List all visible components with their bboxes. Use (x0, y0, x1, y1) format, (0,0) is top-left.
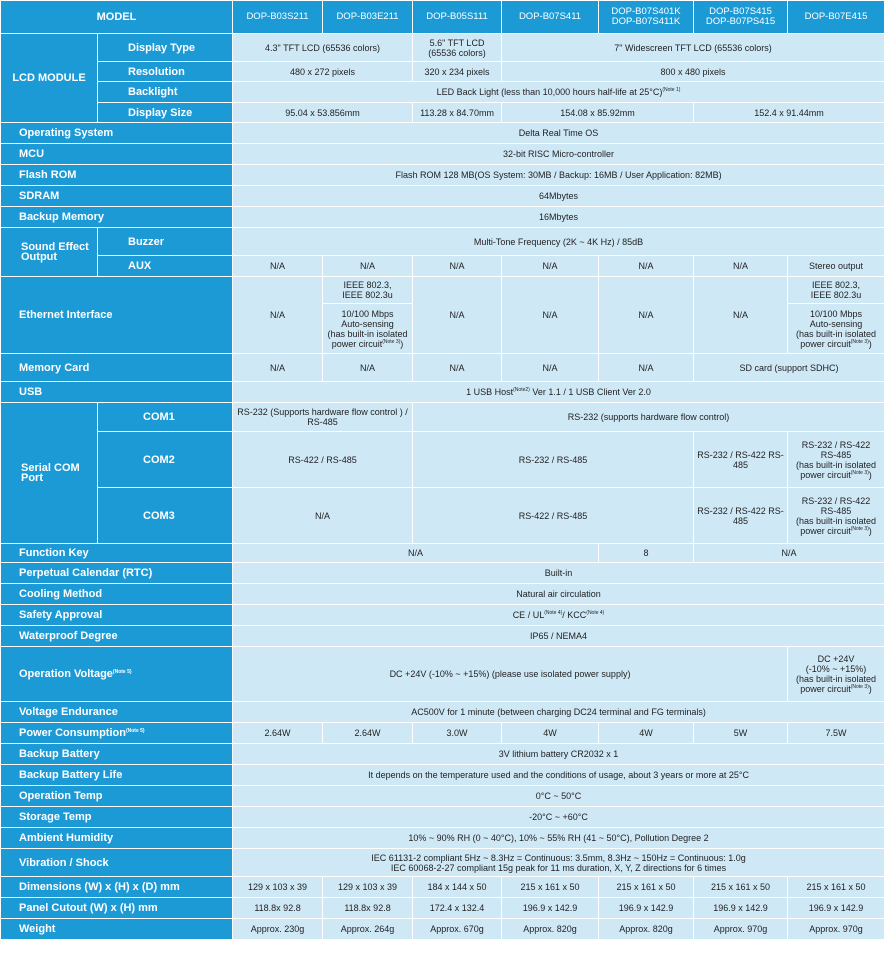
function-key-value: N/A (694, 544, 884, 563)
operation-voltage-label: Operation Voltage$^{(Note 5)}$ (1, 647, 233, 702)
resolution-value: 800 x 480 pixels (502, 62, 884, 82)
sdram-label: SDRAM (1, 186, 233, 207)
sound-effect-label: Sound Effect Output (1, 228, 98, 277)
display-type-value: 4.3" TFT LCD (65536 colors) (233, 34, 413, 62)
com1-label: COM1 (98, 403, 233, 432)
buzzer-label: Buzzer (98, 228, 233, 256)
dimensions-value: 129 x 103 x 39 (323, 877, 413, 898)
table-row (1, 647, 884, 702)
power-value: 7.5W (788, 723, 884, 744)
storage-temp-value: -20°C ~ +60°C (233, 807, 884, 828)
dimensions-value: 215 x 161 x 50 (599, 877, 694, 898)
dimensions-value: 215 x 161 x 50 (502, 877, 599, 898)
ethernet-value: N/A (694, 277, 788, 354)
operation-voltage-value: DC +24V (-10% ~ +15%) (please use isolated power supply) (233, 647, 788, 702)
function-key-label: Function Key (1, 544, 233, 563)
power-value: 4W (502, 723, 599, 744)
cooling-value: Natural air circulation (233, 584, 884, 605)
model-col-6: DOP-B07S415 DOP-B07PS415 (694, 1, 788, 34)
com2-value: RS-232 / RS-422 RS-485 (has built-in isolated power circuit$^{(Note 3)}$) (788, 432, 884, 488)
com3-value: N/A (233, 488, 413, 544)
memory-card-value: N/A (502, 354, 599, 382)
mcu-label: MCU (1, 144, 233, 165)
weight-value: Approx. 970g (788, 919, 884, 940)
model-col-7: DOP-B07E415 (788, 1, 884, 34)
table-row (1, 186, 884, 207)
safety-value: CE / $UL^{(Note 4)}/$ $KCC^{(Note 4)}$ (233, 605, 884, 626)
panel-cutout-value: 196.9 x 142.9 (502, 898, 599, 919)
safety-label: Safety Approval (1, 605, 233, 626)
display-size-value: 152.4 x 91.44mm (694, 103, 884, 123)
ambient-humidity-label: Ambient Humidity (1, 828, 233, 849)
aux-value: N/A (599, 256, 694, 277)
weight-value: Approx. 970g (694, 919, 788, 940)
memory-card-value: N/A (233, 354, 323, 382)
com3-value: RS-232 / RS-422 RS-485 (has built-in isolated power circuit$^{(Note 3)}$) (788, 488, 884, 544)
dimensions-value: 129 x 103 x 39 (233, 877, 323, 898)
operation-temp-label: Operation Temp (1, 786, 233, 807)
com1-value: RS-232 (Supports hardware flow control ) / RS-485 (233, 403, 413, 432)
com1-value: RS-232 (supports hardware flow control) (413, 403, 884, 432)
backup-memory-value: 16Mbytes (233, 207, 884, 228)
ethernet-value: N/A (599, 277, 694, 354)
voltage-endurance-label: Voltage Endurance (1, 702, 233, 723)
display-size-value: 113.28 x 84.70mm (413, 103, 502, 123)
model-col-4: DOP-B07S411 (502, 1, 599, 34)
table-row (1, 723, 884, 744)
table-row (1, 898, 884, 919)
backlight-value: LED Back Light (less than 10,000 hours half-life at 25°C)$^{(Note 1)}$ (233, 82, 884, 103)
ambient-humidity-value: 10% ~ 90% RH (0 ~ 40°C), 10% ~ 55% RH (41 ~ 50°C), Pollution Degree 2 (233, 828, 884, 849)
resolution-value: 320 x 234 pixels (413, 62, 502, 82)
table-row (1, 123, 884, 144)
table-row (1, 702, 884, 723)
table-row (1, 488, 884, 544)
com3-value: RS-422 / RS-485 (413, 488, 694, 544)
ethernet-value: N/A (413, 277, 502, 354)
power-consumption-label: Power Consumption$^{(Note 5)}$ (1, 723, 233, 744)
ethernet-value: IEEE 802.3, IEEE 802.3u (323, 277, 413, 304)
header-row (1, 1, 884, 34)
flash-rom-label: Flash ROM (1, 165, 233, 186)
display-size-value: 154.08 x 85.92mm (502, 103, 694, 123)
waterproof-value: IP65 / NEMA4 (233, 626, 884, 647)
dimensions-value: 184 x 144 x 50 (413, 877, 502, 898)
aux-value: Stereo output (788, 256, 884, 277)
power-value: 4W (599, 723, 694, 744)
aux-value: N/A (694, 256, 788, 277)
weight-value: Approx. 820g (502, 919, 599, 940)
panel-cutout-value: 196.9 x 142.9 (694, 898, 788, 919)
panel-cutout-value: 172.4 x 132.4 (413, 898, 502, 919)
weight-value: Approx. 820g (599, 919, 694, 940)
panel-cutout-value: 118.8x 92.8 (323, 898, 413, 919)
table-row (1, 62, 884, 82)
dimensions-value: 215 x 161 x 50 (694, 877, 788, 898)
memory-card-label: Memory Card (1, 354, 233, 382)
com2-label: COM2 (98, 432, 233, 488)
backlight-label: Backlight (98, 82, 233, 103)
dimensions-value: 215 x 161 x 50 (788, 877, 884, 898)
aux-value: N/A (413, 256, 502, 277)
display-type-value: 5.6" TFT LCD (65536 colors) (413, 34, 502, 62)
display-size-label: Display Size (98, 103, 233, 123)
operation-temp-value: 0°C ~ 50°C (233, 786, 884, 807)
weight-value: Approx. 230g (233, 919, 323, 940)
table-row (1, 82, 884, 103)
table-row (1, 828, 884, 849)
com3-value: RS-232 / RS-422 RS-485 (694, 488, 788, 544)
ethernet-value: IEEE 802.3, IEEE 802.3u (788, 277, 884, 304)
ethernet-label: Ethernet Interface (1, 277, 233, 354)
table-row (1, 228, 884, 256)
weight-value: Approx. 670g (413, 919, 502, 940)
panel-cutout-label: Panel Cutout (W) x (H) mm (1, 898, 233, 919)
storage-temp-label: Storage Temp (1, 807, 233, 828)
aux-label: AUX (98, 256, 233, 277)
backup-battery-label: Backup Battery (1, 744, 233, 765)
aux-value: N/A (323, 256, 413, 277)
table-row (1, 103, 884, 123)
aux-value: N/A (502, 256, 599, 277)
dimensions-label: Dimensions (W) x (H) x (D) mm (1, 877, 233, 898)
sdram-value: 64Mbytes (233, 186, 884, 207)
table-row (1, 354, 884, 382)
display-type-value: 7" Widescreen TFT LCD (65536 colors) (502, 34, 884, 62)
table-row (1, 277, 884, 304)
lcd-module-label: LCD MODULE (1, 34, 98, 123)
ethernet-value: N/A (502, 277, 599, 354)
waterproof-label: Waterproof Degree (1, 626, 233, 647)
table-row (1, 807, 884, 828)
battery-life-label: Backup Battery Life (1, 765, 233, 786)
power-value: 2.64W (323, 723, 413, 744)
rtc-value: Built-in (233, 563, 884, 584)
table-row (1, 765, 884, 786)
os-label: Operating System (1, 123, 233, 144)
rtc-label: Perpetual Calendar (RTC) (1, 563, 233, 584)
buzzer-value: Multi-Tone Frequency (2K ~ 4K Hz) / 85dB (233, 228, 884, 256)
com2-value: RS-422 / RS-485 (233, 432, 413, 488)
table-row (1, 563, 884, 584)
memory-card-value: N/A (323, 354, 413, 382)
table-row (1, 34, 884, 62)
function-key-value: 8 (599, 544, 694, 563)
backup-battery-value: 3V lithium battery CR2032 x 1 (233, 744, 884, 765)
panel-cutout-value: 196.9 x 142.9 (788, 898, 884, 919)
table-row (1, 626, 884, 647)
panel-cutout-value: 196.9 x 142.9 (599, 898, 694, 919)
function-key-value: N/A (233, 544, 599, 563)
vibration-label: Vibration / Shock (1, 849, 233, 877)
table-row (1, 849, 884, 877)
power-value: 5W (694, 723, 788, 744)
table-row (1, 382, 884, 403)
com3-label: COM3 (98, 488, 233, 544)
vibration-value: IEC 61131-2 compliant 5Hz ~ 8.3Hz = Continuous: 3.5mm, 8.3Hz ~ 150Hz = Continuous: 1.0g IEC 60068-2-27 compliant 15g peak for 11 ms duration, X, Y, Z directions for 6 times (233, 849, 884, 877)
table-row (1, 207, 884, 228)
weight-label: Weight (1, 919, 233, 940)
backup-memory-label: Backup Memory (1, 207, 233, 228)
aux-value: N/A (233, 256, 323, 277)
power-value: 3.0W (413, 723, 502, 744)
table-row (1, 144, 884, 165)
table-row (1, 744, 884, 765)
display-type-label: Display Type (98, 34, 233, 62)
usb-value: 1 USB Host$^{(Note2)}$ Ver 1.1 / 1 USB Client Ver 2.0 (233, 382, 884, 403)
table-row (1, 877, 884, 898)
ethernet-value: 10/100 Mbps Auto-sensing (has built-in isolated power circuit$^{(Note 3)}$) (323, 304, 413, 354)
model-col-3: DOP-B05S111 (413, 1, 502, 34)
mcu-value: 32-bit RISC Micro-controller (233, 144, 884, 165)
model-col-1: DOP-B03S211 (233, 1, 323, 34)
operation-voltage-value: DC +24V (-10% ~ +15%) (has built-in isolated power circuit$^{(Note 3)}$) (788, 647, 884, 702)
table-row (1, 544, 884, 563)
table-row (1, 919, 884, 940)
weight-value: Approx. 264g (323, 919, 413, 940)
com2-value: RS-232 / RS-485 (413, 432, 694, 488)
memory-card-value: N/A (599, 354, 694, 382)
power-value: 2.64W (233, 723, 323, 744)
voltage-endurance-value: AC500V for 1 minute (between charging DC24 terminal and FG terminals) (233, 702, 884, 723)
table-row (1, 256, 884, 277)
resolution-value: 480 x 272 pixels (233, 62, 413, 82)
serial-com-label: Serial COM Port (1, 403, 98, 544)
model-col-2: DOP-B03E211 (323, 1, 413, 34)
battery-life-value: It depends on the temperature used and the conditions of usage, about 3 years or more at 25°C (233, 765, 884, 786)
table-row (1, 432, 884, 488)
ethernet-value: N/A (233, 277, 323, 354)
model-col-5: DOP-B07S401K DOP-B07S411K (599, 1, 694, 34)
com2-value: RS-232 / RS-422 RS-485 (694, 432, 788, 488)
table-row (1, 403, 884, 432)
display-size-value: 95.04 x 53.856mm (233, 103, 413, 123)
table-row (1, 165, 884, 186)
resolution-label: Resolution (98, 62, 233, 82)
ethernet-value: 10/100 Mbps Auto-sensing (has built-in isolated power circuit$^{(Note 3)}$) (788, 304, 884, 354)
table-row (1, 605, 884, 626)
cooling-label: Cooling Method (1, 584, 233, 605)
memory-card-value: SD card (support SDHC) (694, 354, 884, 382)
flash-rom-value: Flash ROM 128 MB(OS System: 30MB / Backup: 16MB / User Application: 82MB) (233, 165, 884, 186)
memory-card-value: N/A (413, 354, 502, 382)
model-header: MODEL (1, 1, 233, 34)
os-value: Delta Real Time OS (233, 123, 884, 144)
table-row (1, 786, 884, 807)
panel-cutout-value: 118.8x 92.8 (233, 898, 323, 919)
usb-label: USB (1, 382, 233, 403)
table-row (1, 584, 884, 605)
